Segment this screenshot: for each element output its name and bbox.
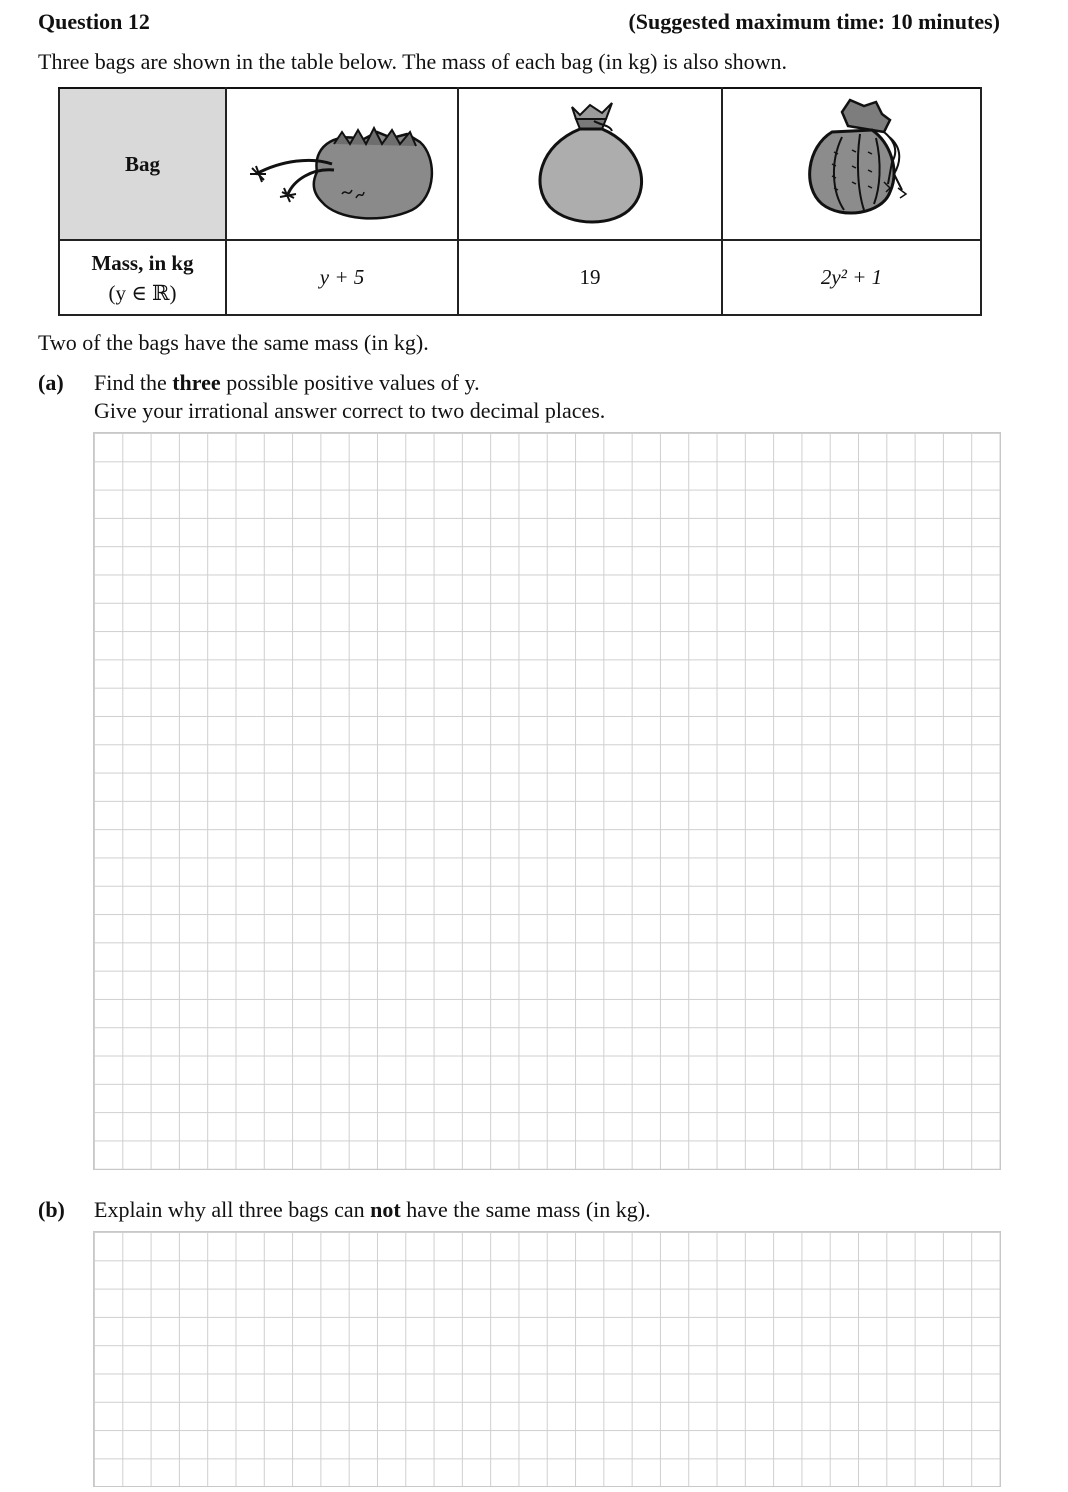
- answer-grid-b[interactable]: [93, 1231, 1001, 1487]
- part-a-text-bold: three: [172, 370, 221, 395]
- mass-bag-1: y + 5: [226, 240, 458, 315]
- bag-1-cell: [226, 88, 458, 240]
- part-b-text-bold: not: [370, 1197, 401, 1222]
- part-a-text-pre: Find the: [94, 370, 167, 395]
- statement-text: Two of the bags have the same mass (in kg).: [38, 330, 429, 355]
- mass-bag-2: 19: [458, 240, 722, 315]
- part-b-text-pre: Explain why all three bags can: [94, 1197, 365, 1222]
- part-a-line1: [94, 370, 480, 396]
- part-a-line2: Give your irrational answer correct to two decimal places.: [94, 398, 606, 423]
- domain-label: (y ∈ ℝ): [108, 280, 177, 305]
- part-b-label: (b): [38, 1197, 65, 1222]
- mass-label: Mass, in kg: [91, 250, 194, 275]
- part-b-text: [94, 1197, 651, 1223]
- answer-grid-a[interactable]: [93, 432, 1001, 1170]
- bag-3-image: [772, 92, 932, 232]
- question-number: Question 12: [38, 9, 150, 34]
- bag-row-header: Bag: [59, 88, 226, 240]
- intro-text: Three bags are shown in the table below. The mass of each bag (in kg) is also shown.: [38, 49, 788, 74]
- part-a-text-post: possible positive values of y.: [226, 370, 480, 395]
- bag-3-cell: [722, 88, 981, 240]
- part-b-text-post: have the same mass (in kg).: [406, 1197, 651, 1222]
- mass-row-header: [59, 240, 226, 315]
- bag-2-image: [520, 95, 660, 229]
- bag-2-cell: [458, 88, 722, 240]
- part-a-label: (a): [38, 370, 64, 395]
- bags-table: [58, 87, 982, 316]
- mass-bag-3: 2y² + 1: [722, 240, 981, 315]
- bag-1-image: [242, 102, 442, 222]
- suggested-time: (Suggested maximum time: 10 minutes): [628, 9, 1000, 34]
